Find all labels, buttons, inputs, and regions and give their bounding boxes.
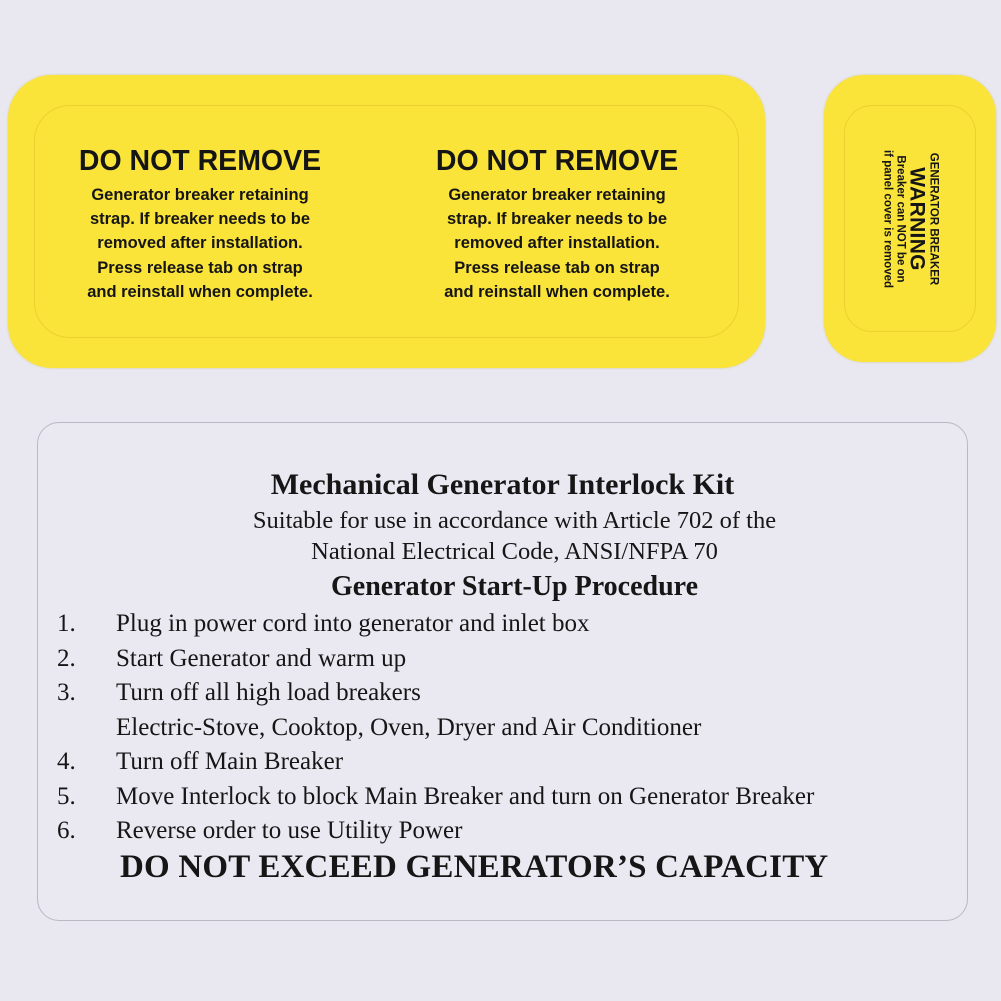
strap-title: DO NOT REMOVE	[435, 145, 679, 177]
warning-sticker	[824, 75, 996, 362]
step-text: Reverse order to use Utility Power	[116, 817, 463, 844]
strap-line: Generator breaker retaining	[448, 186, 666, 204]
strap-line: Press release tab on strap	[454, 258, 660, 277]
strap-body	[50, 183, 350, 304]
strap-title: DO NOT REMOVE	[78, 145, 322, 177]
procedure-subtitle	[38, 505, 967, 567]
strap-label-left	[50, 145, 350, 304]
strap-line: strap. If breaker needs to be	[89, 210, 311, 229]
procedure-step	[57, 676, 814, 745]
procedure-title: Mechanical Generator Interlock Kit	[270, 468, 735, 501]
step-number: 3.	[57, 679, 76, 706]
procedure-label	[37, 422, 968, 921]
step-number: 1.	[57, 610, 76, 637]
step-number: 6.	[57, 817, 76, 844]
strap-line: Press release tab on strap	[97, 258, 303, 277]
step-text: Start Generator and warm up	[116, 644, 407, 672]
warning-title: WARNING	[905, 166, 929, 271]
strap-line: and reinstall when complete.	[87, 282, 313, 301]
strap-label-right	[407, 145, 707, 304]
strap-line: removed after installation.	[97, 234, 303, 253]
procedure-step	[57, 745, 814, 780]
step-text: Turn off all high load breakers	[116, 679, 421, 706]
strap-line: strap. If breaker needs to be	[446, 210, 668, 229]
procedure-steps	[57, 607, 814, 849]
subtitle-line: Suitable for use in accordance with Article 702 of the	[252, 507, 777, 534]
step-text: Plug in power cord into generator and inlet box	[116, 610, 590, 637]
subtitle-line: National Electrical Code, ANSI/NFPA 70	[311, 538, 718, 565]
step-number: 4.	[57, 748, 76, 775]
step-number: 2.	[57, 644, 76, 672]
procedure-step	[57, 607, 814, 642]
step-text: Move Interlock to block Main Breaker and turn on Generator Breaker	[116, 782, 815, 810]
procedure-step	[57, 780, 814, 815]
capacity-warning: DO NOT EXCEED GENERATOR’S CAPACITY	[120, 849, 829, 885]
procedure-step	[57, 814, 814, 849]
step-text-group	[116, 676, 701, 745]
strap-sticker	[8, 75, 765, 368]
warning-line: Breaker can NOT be on	[894, 154, 907, 283]
strap-line: removed after installation.	[454, 234, 660, 253]
warning-line: if panel cover is removed	[881, 149, 894, 288]
procedure-heading: Generator Start-Up Procedure	[330, 571, 699, 602]
warning-header: GENERATOR BREAKER	[927, 152, 940, 285]
step-continuation: Electric-Stove, Cooktop, Oven, Dryer and Air Conditioner	[116, 713, 702, 741]
strap-body	[407, 183, 707, 304]
procedure-step	[57, 642, 814, 677]
step-number: 5.	[57, 782, 76, 810]
warning-text-block	[881, 139, 940, 299]
strap-line: Generator breaker retaining	[91, 186, 309, 204]
strap-line: and reinstall when complete.	[444, 282, 670, 301]
step-text: Turn off Main Breaker	[116, 748, 344, 775]
